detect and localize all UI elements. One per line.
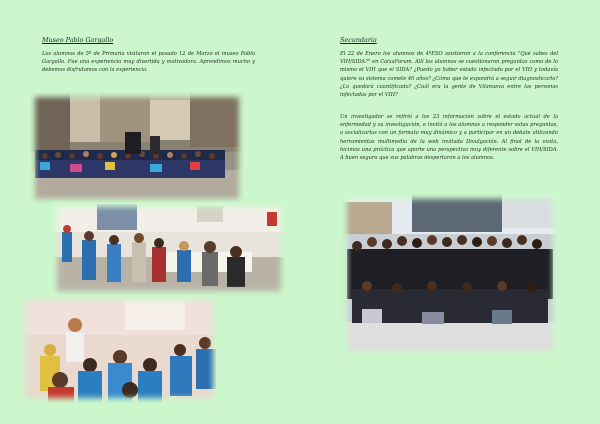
right-section-title: Secundaria — [340, 36, 377, 44]
museum-activity-photo — [20, 295, 218, 403]
left-section-text: Los alumnos de 5º de Primaria visitaron el pasado 12 de Marzo el museo Pablo Gargallo. Fue una experiencia muy divertida y motivadora. Aprendimos mucho y debemos disfrutamos con la experiencia. — [42, 51, 255, 74]
right-paragraph-1: El 22 de Enero los alumnos de 4ºESO asistieron a la conferencia "Qué sabes del VIH/SIDA?" en CaixaForum. Allí los alumnos se cuestionaron preguntas como de lo mismo el VIH que el SIDA? ¿Puedo yo haber estado infectado por el VIH y todavía quiere su sistema comete 40 años? ¿Cómo que te expondrá a seguir diagnosticarlo? ¿Lo quedará cuantificado? ¿Cuál era la gente de Vilanueva entre las personas infectadas por el VIH? — [340, 51, 558, 99]
secondary-group-photo — [342, 194, 558, 356]
plaza-group-photo — [30, 92, 244, 204]
classroom-workshop-photo — [52, 202, 286, 296]
right-paragraph-2: Un investigador se refirió a los 23 información sobre el estado actual de la enfermedad y su investigación, e invitó a los alumnos a responder estas preguntas, a socializarlas con un formato muy dinámico y a participar en un debate utilizando herramientas multimedia de la web invitada Divulgación. Al final de la visita, hicimos una práctica que aporte una perspectiva muy diferente sobre el VIH/SIDA. A buen seguro que sus palabras despertaron a los alumnos. — [340, 114, 558, 162]
left-section-title: Museo Pablo Gargallo — [42, 36, 114, 44]
